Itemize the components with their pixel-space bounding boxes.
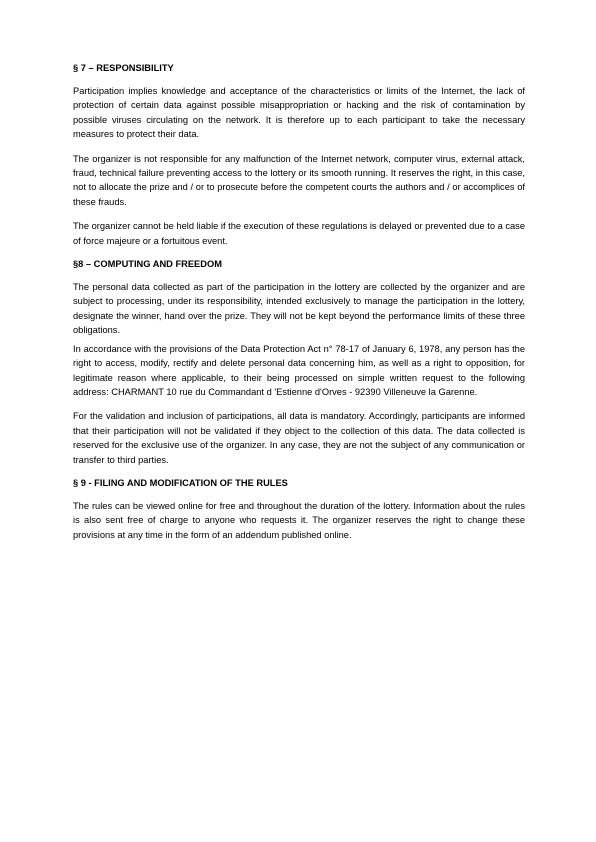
paragraph: The organizer cannot be held liable if the execution of these regulations is delayed or prevented due to a case of force majeure or a fortuitous event.	[73, 221, 525, 246]
paragraph: The organizer is not responsible for any malfunction of the Internet network, computer virus, external attack, fraud, technical failure preventing access to the lottery or its smooth running. It reserves the right, in this case, not to allocate the prize and / or to prosecute before the competent courts the authors and / or accomplices of these frauds.	[73, 153, 525, 207]
paragraph: The personal data collected as part of the participation in the lottery are collected by the organizer and are subject to processing, under its responsibility, intended exclusively to manage the participation in the lottery, designate the winner, hand over the prize. They will not be kept beyond the performance limits of these three obligations.	[73, 282, 525, 336]
document-page	[73, 62, 525, 552]
section-heading: §8 – COMPUTING AND FREEDOM	[73, 259, 222, 270]
section-computing-and-freedom	[73, 258, 525, 467]
paragraph: For the validation and inclusion of participations, all data is mandatory. Accordingly, participants are informed that their participation will not be validated if they object to the collection of this data. The data collected is reserved for the exclusive use of the organizer. In any case, they are not the subject of any communication or transfer to third parties.	[73, 411, 525, 465]
paragraph: Participation implies knowledge and acceptance of the characteristics or limits of the Internet, the lack of protection of certain data against possible misappropriation or hacking and the risk of contamination by possible viruses circulating on the network. It is therefore up to each participant to take the necessary measures to protect their data.	[73, 86, 525, 140]
section-heading: § 7 – RESPONSIBILITY	[73, 63, 174, 73]
section-responsibility	[73, 62, 525, 248]
section-filing-and-modification	[73, 477, 525, 542]
section-heading: § 9 - FILING AND MODIFICATION OF THE RULES	[73, 477, 288, 488]
paragraph: The rules can be viewed online for free and throughout the duration of the lottery. Information about the rules is also sent free of charge to anyone who requests it. The organizer reserves the right to change these provisions at any time in the form of an addendum published online.	[73, 500, 525, 540]
paragraph: In accordance with the provisions of the Data Protection Act n° 78-17 of January 6, 1978, any person has the right to access, modify, rectify and delete personal data concerning him, as well as a right to opposition, for legitimate reason where applicable, to their being processed on simple written request to the following address: CHARMANT 10 rue du Commandant d 'Estienne d'Orves - 92390 Villeneuve la Garenne.	[73, 343, 525, 397]
